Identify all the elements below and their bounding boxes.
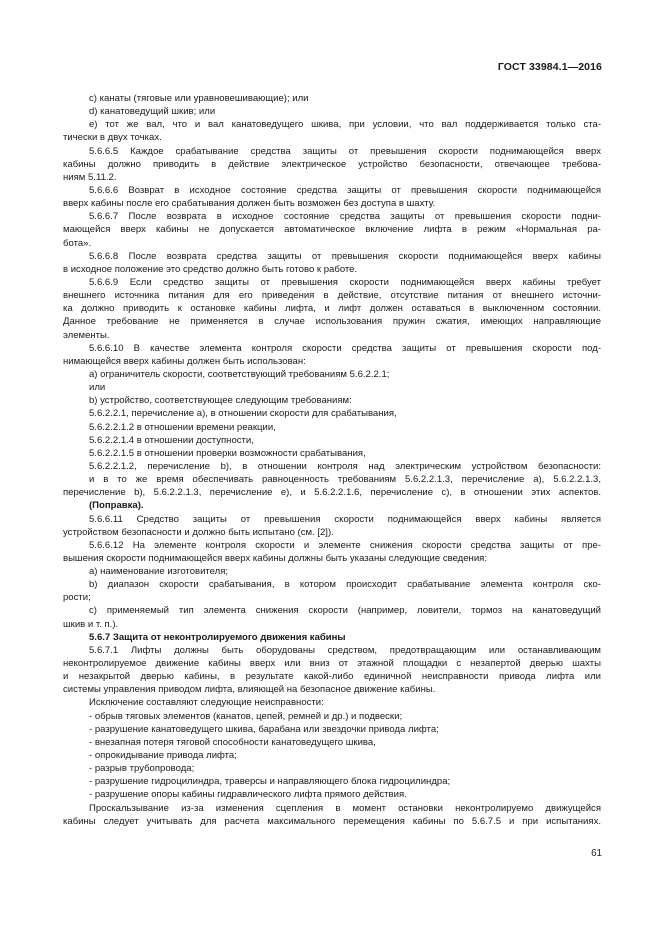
section-heading-line: (Поправка).	[89, 500, 144, 512]
text-line: вышения скорости поднимающейся вверх кабины должны быть указаны следующие сведения:	[63, 552, 487, 564]
text-line: е) тот же вал, что и вал канатоведущего шкива, при условии, что вал поддерживается только ста-	[89, 119, 601, 131]
text-line: 5.6.2.2.1.4 в отношении доступности,	[89, 434, 254, 446]
text-line: d) канатоведущий шкив; или	[89, 106, 216, 118]
text-line: тически в двух точках.	[63, 132, 162, 144]
text-line: кабины должно приводить в действие электрическое устройство безопасности, отвечающее требова-	[63, 158, 601, 170]
text-line: - разрушение гидроцилиндра, траверсы и направляющего блока гидроцилиндра;	[89, 776, 451, 788]
text-line: неконтролируемое движение кабины вверх или вниз от этажной площадки с незапертой дверью шахты	[63, 658, 601, 670]
text-line: элементы.	[63, 329, 110, 341]
text-line: и незакрытой дверью кабины, в результате какой-либо единичной неисправности привода лифта или	[63, 671, 601, 683]
text-line: перечисление b), 5.6.2.2.1.3, перечисление е), и 5.6.2.2.1.6, перечисление с), в отношении этих аспектов.	[63, 487, 601, 499]
text-line: b) устройство, соответствующее следующим требованиям:	[89, 395, 352, 407]
text-line: шкив и т. п.).	[63, 618, 119, 630]
text-line: с) применяемый тип элемента снижения скорости (например, ловители, тормоз на канатоведущий	[89, 605, 601, 617]
text-line: системы управления приводом лифта, влияющей на безопасное движение кабины.	[63, 684, 436, 696]
text-line: в исходное положение это средство должно быть готово к работе.	[63, 263, 358, 275]
text-line: - разрушение канатоведущего шкива, барабана или звездочки привода лифта;	[89, 723, 439, 735]
text-line: 5.6.2.2.1.2, перечисление b), в отношении контроля над электрическим устройством безопасности:	[89, 460, 601, 472]
text-line: 5.6.6.6 Возврат в исходное состояние средства защиты от превышения скорости поднимающейся	[89, 184, 601, 196]
text-line: 5.6.6.11 Средство защиты от превышения скорости поднимающейся вверх кабины является	[89, 513, 601, 525]
text-line: рости;	[63, 592, 91, 604]
text-line: 5.6.6.12 На элементе контроля скорости и элементе снижения скорости средства защиты от пре-	[89, 539, 601, 551]
text-line: кабины следует учитывать для расчета максимального перемещения кабины по 5.6.7.5 и при испытаниях.	[63, 815, 601, 827]
text-line: - разрушение опоры кабины гидравлического лифта прямого действия.	[89, 789, 407, 801]
text-line: b) диапазон скорости срабатывания, в котором происходит срабатывание элемента контроля ско-	[89, 579, 601, 591]
text-line: - разрыв трубопровода;	[89, 763, 195, 775]
text-line: с) канаты (тяговые или уравновешивающие); или	[89, 93, 309, 104]
text-line: Проскальзывание из-за изменения сцепления в момент остановки неконтролируемо движущейся	[89, 802, 601, 814]
text-line: 5.6.6.5 Каждое срабатывание средства защиты от превышения скорости поднимающейся вверх	[89, 145, 601, 157]
text-line: 5.6.6.7 После возврата в исходное состояние средства защиты от превышения скорости подни-	[89, 211, 601, 223]
text-line: устройством безопасности и должно быть испытано (см. [2]).	[63, 526, 334, 538]
text-line: 5.6.7.1 Лифты должны быть оборудованы средством, предотвращающим или останавливающим	[89, 644, 601, 656]
text-line: или	[89, 382, 106, 394]
page-number: 61	[591, 848, 602, 859]
document-header: ГОСТ 33984.1—2016	[497, 61, 602, 73]
text-line: ка должно приводить к остановке кабины лифта, и лифт должен оставаться в выключенном состоянии.	[63, 303, 601, 315]
section-heading-line: 5.6.7 Защита от неконтролируемого движения кабины	[89, 631, 346, 643]
text-line: 5.6.2.2.1.2 в отношении времени реакции,	[89, 421, 276, 433]
text-line: нимающейся вверх кабины должен быть использован:	[63, 355, 306, 367]
text-line: 5.6.2.2.1.5 в отношении проверки возможности срабатывания,	[89, 447, 366, 459]
document-body	[63, 92, 601, 828]
text-line: внешнего источника питания для его приведения в действие, отсутствие питания от внешнего источни-	[63, 290, 601, 302]
text-line: - внезапная потеря тяговой способности канатоведущего шкива,	[89, 736, 376, 748]
text-line: ниям 5.11.2.	[63, 171, 117, 183]
text-line: - обрыв тяговых элементов (канатов, цепей, ремней и др.) и подвески;	[89, 710, 403, 722]
text-line: 5.6.6.8 После возврата средства защиты от превышения скорости поднимающейся вверх кабины	[89, 250, 601, 262]
text-line: 5.6.6.10 В качестве элемента контроля скорости средства защиты от превышения скорости под-	[89, 342, 601, 354]
text-line: 5.6.2.2.1, перечисление а), в отношении скорости для срабатывания,	[89, 408, 397, 420]
text-line: Исключение составляют следующие неисправности:	[89, 697, 324, 709]
text-line: а) наименование изготовителя;	[89, 566, 229, 578]
text-line: 5.6.6.9 Если средство защиты от превышения скорости поднимающейся вверх кабины требует	[89, 276, 601, 288]
text-line: Данное требование не применяется в случае использования пружин сжатия, имеющих направляющие	[63, 316, 601, 328]
text-line: - опрокидывание привода лифта;	[89, 750, 237, 762]
text-line: мающейся вверх кабины не допускается автоматическое включение лифта в режим «Нормальная ра-	[63, 224, 601, 236]
text-line: и в то же время обеспечивать равноценность требованиям 5.6.2.2.1.3, перечисление а), 5.6.2.2.1.3,	[89, 474, 601, 486]
text-line: а) ограничитель скорости, соответствующий требованиям 5.6.2.2.1;	[89, 368, 390, 380]
text-line: бота».	[63, 237, 92, 249]
text-line: вверх кабины после его срабатывания должен быть возможен без доступа в шахту.	[63, 198, 436, 210]
